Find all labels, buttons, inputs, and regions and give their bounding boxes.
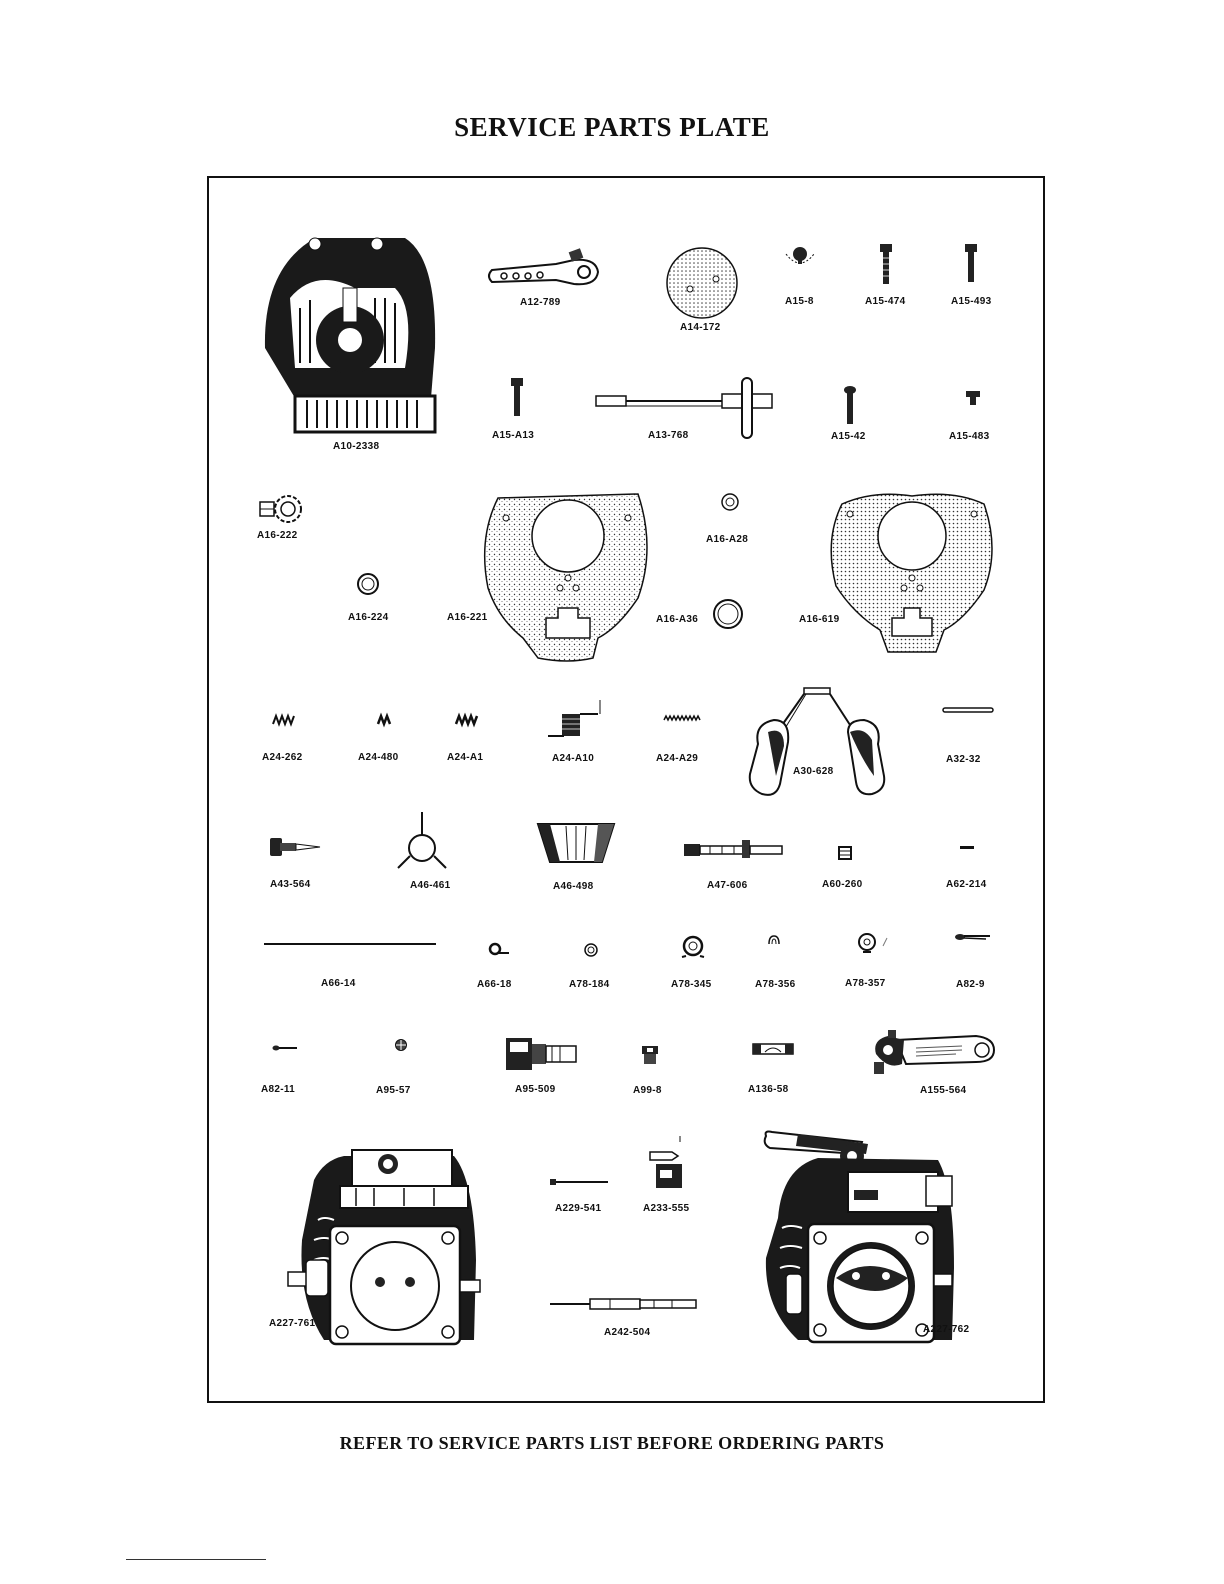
part-label: A47-606	[707, 880, 748, 891]
frame-bottom-rule	[207, 1401, 1043, 1403]
part-label: A30-628	[793, 766, 834, 777]
part-label: A66-14	[321, 978, 356, 989]
part-label: A24-262	[262, 752, 303, 763]
part-label: A16-A36	[656, 614, 699, 625]
part-label: A16-619	[799, 614, 840, 625]
part-label: A15-A13	[492, 430, 535, 441]
part-label: A15-474	[865, 296, 906, 307]
part-label: A60-260	[822, 879, 863, 890]
part-label: A13-768	[648, 430, 689, 441]
footnote-rule	[126, 1559, 266, 1560]
part-label: A15-8	[785, 296, 814, 307]
part-label: A78-356	[755, 979, 796, 990]
part-label: A78-357	[845, 978, 886, 989]
part-label: A155-564	[920, 1085, 967, 1096]
part-label: A78-184	[569, 979, 610, 990]
part-label: A82-9	[956, 979, 985, 990]
part-label: A99-8	[633, 1085, 662, 1096]
page-title: SERVICE PARTS PLATE	[454, 112, 770, 142]
part-label: A24-A1	[447, 752, 484, 763]
part-label: A95-509	[515, 1084, 556, 1095]
part-label: A15-42	[831, 431, 866, 442]
part-label: A16-222	[257, 530, 298, 541]
part-label: A95-57	[376, 1085, 411, 1096]
part-label: A233-555	[643, 1203, 690, 1214]
part-label: A24-A10	[552, 753, 595, 764]
part-label: A24-A29	[656, 753, 699, 764]
part-label: A10-2338	[333, 441, 380, 452]
part-label: A82-11	[261, 1084, 296, 1095]
part-label: A43-564	[270, 879, 311, 890]
part-label: A16-221	[447, 612, 488, 623]
part-label: A12-789	[520, 297, 561, 308]
part-label: A66-18	[477, 979, 512, 990]
part-label: A16-A28	[706, 534, 749, 545]
part-label: A46-461	[410, 880, 451, 891]
part-label: A15-483	[949, 431, 990, 442]
page-footer: REFER TO SERVICE PARTS LIST BEFORE ORDERING PARTS	[339, 1433, 885, 1453]
part-label: A32-32	[946, 754, 981, 765]
part-label: A78-345	[671, 979, 712, 990]
part-label: A227-761	[269, 1318, 316, 1329]
part-label: A46-498	[553, 881, 594, 892]
part-label: A16-224	[348, 612, 389, 623]
part-label: A15-493	[951, 296, 992, 307]
part-label: A227-762	[923, 1324, 970, 1335]
part-label: A14-172	[680, 322, 721, 333]
part-label: A229-541	[555, 1203, 602, 1214]
part-label: A24-480	[358, 752, 399, 763]
part-label: A62-214	[946, 879, 987, 890]
part-label: A136-58	[748, 1084, 789, 1095]
part-label: A242-504	[604, 1327, 651, 1338]
